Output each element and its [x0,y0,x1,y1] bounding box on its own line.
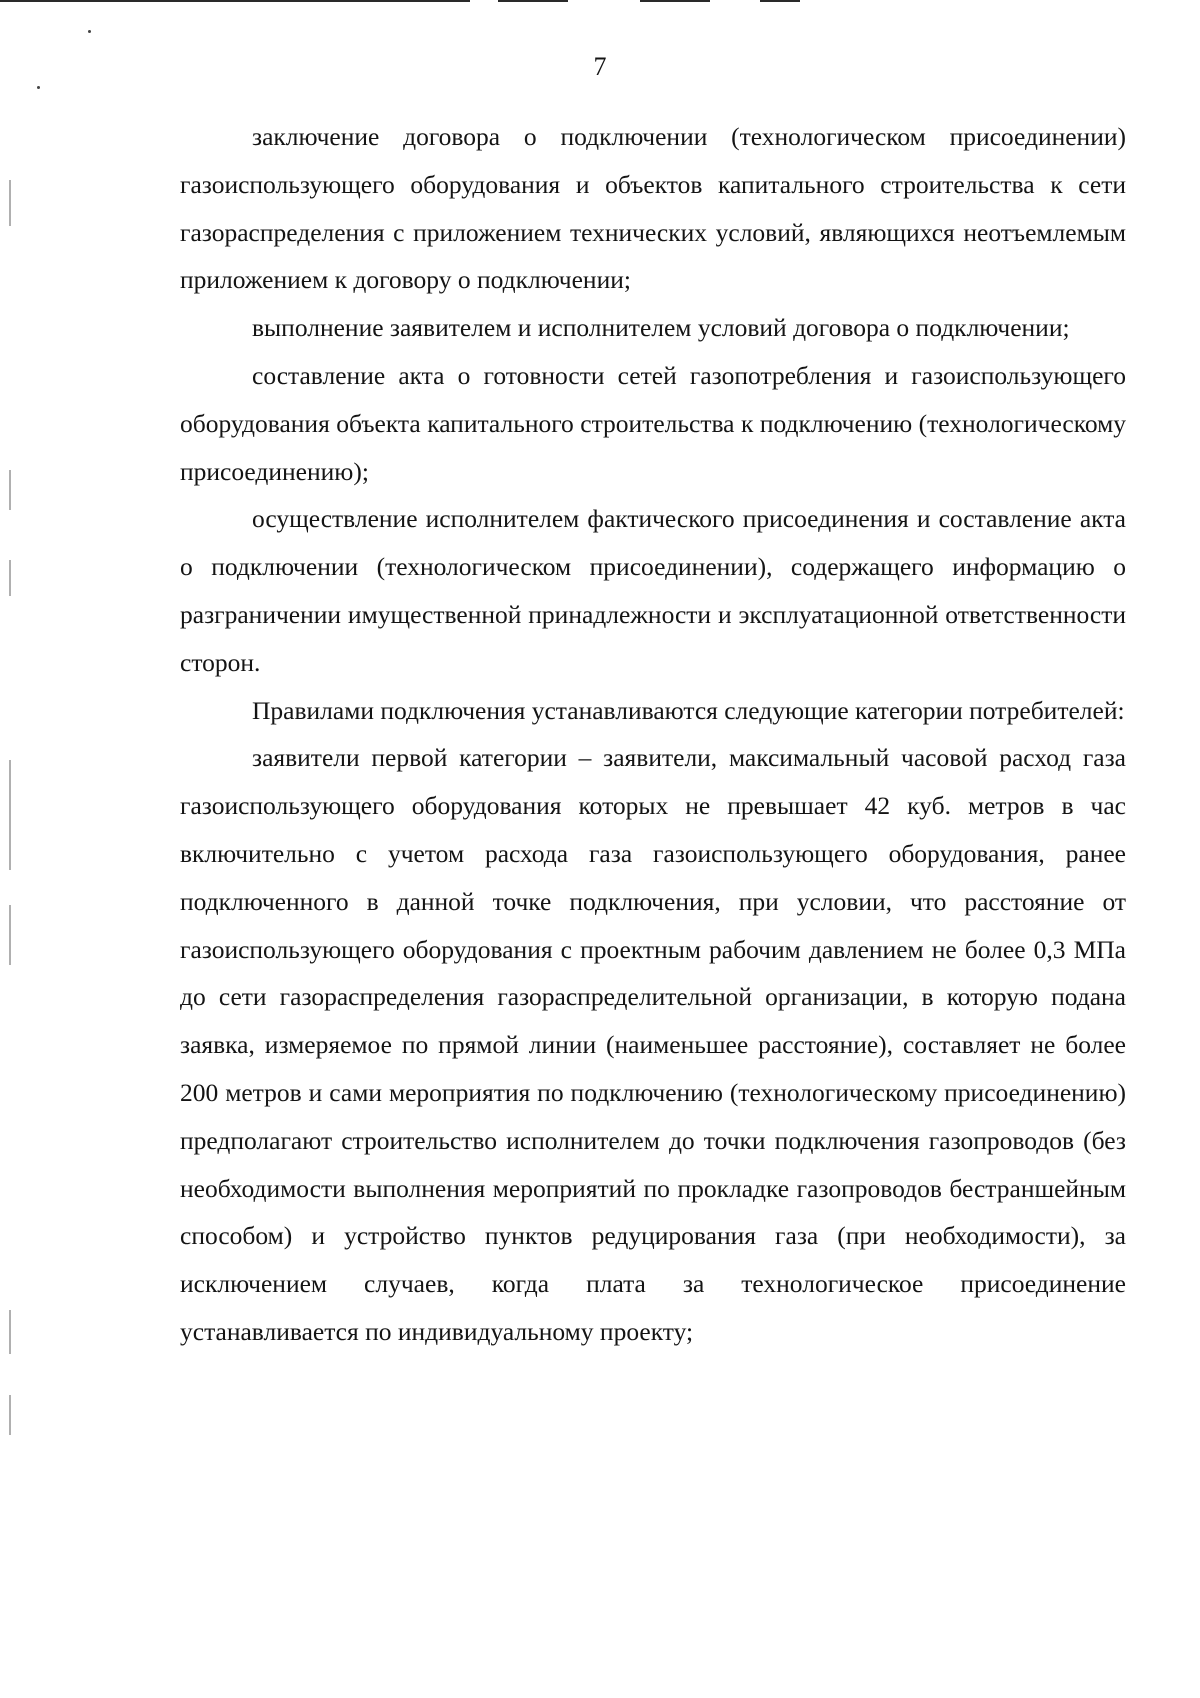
paragraph: заключение договора о подключении (технологическом присоединении) газоиспользующего оборудования и объектов капитального строительства к сети газораспределения с приложением технических условий, являющихся неотъемлемым приложением к договору о подключении; [180,122,1126,295]
scan-speck [37,86,40,89]
scan-border-segment [0,0,470,2]
scan-margin-mark [9,905,11,965]
scan-margin-mark [9,1310,11,1354]
paragraph: Правилами подключения устанавливаются следующие категории потребителей: [252,695,1125,725]
scan-margin-mark [9,180,11,226]
paragraph: составление акта о готовности сетей газопотребления и газоиспользующего оборудования объекта капитального строительства к подключению (технологическому присоединению); [180,360,1126,486]
scan-border-segment [640,0,710,2]
document-body [180,113,1126,1356]
paragraph: заявители первой категории – заявители, максимальный часовой расход газа газоиспользующего оборудования которых не превышает 42 куб. метров в час включительно с учетом расхода газа газоиспользующего оборудования, ранее подключенного в данной точке подключения, при условии, что расстояние от газоиспользующего оборудования с проектным рабочим давлением не более 0,3 МПа до сети газораспределения газораспределительной организации, в которую подана заявка, измеряемое по прямой линии (наименьшее расстояние), составляет не более 200 метров и сами мероприятия по подключению (технологическому присоединению) предполагают строительство исполнителем до точки подключения газопроводов (без необходимости выполнения мероприятий по прокладке газопроводов бестраншейным способом) и устройство пунктов редуцирования газа (при необходимости), за исключением случаев, когда плата за технологическое присоединение устанавливается по индивидуальному проекту; [180,743,1126,1346]
paragraph: выполнение заявителем и исполнителем условий договора о подключении; [252,313,1070,343]
scan-top-border [0,0,1200,3]
scan-margin-mark [9,1395,11,1435]
scan-margin-mark [9,470,11,510]
scan-border-segment [760,0,800,2]
scan-border-segment [498,0,568,2]
scan-speck [88,30,91,33]
scan-margin-mark [9,760,11,870]
page-number: 7 [593,52,607,81]
paragraph: осуществление исполнителем фактического присоединения и составление акта о подключении (технологическом присоединении), содержащего информацию о разграничении имущественной принадлежности и эксплуатационной ответственности сторон. [180,504,1126,677]
scan-margin-mark [9,560,11,596]
